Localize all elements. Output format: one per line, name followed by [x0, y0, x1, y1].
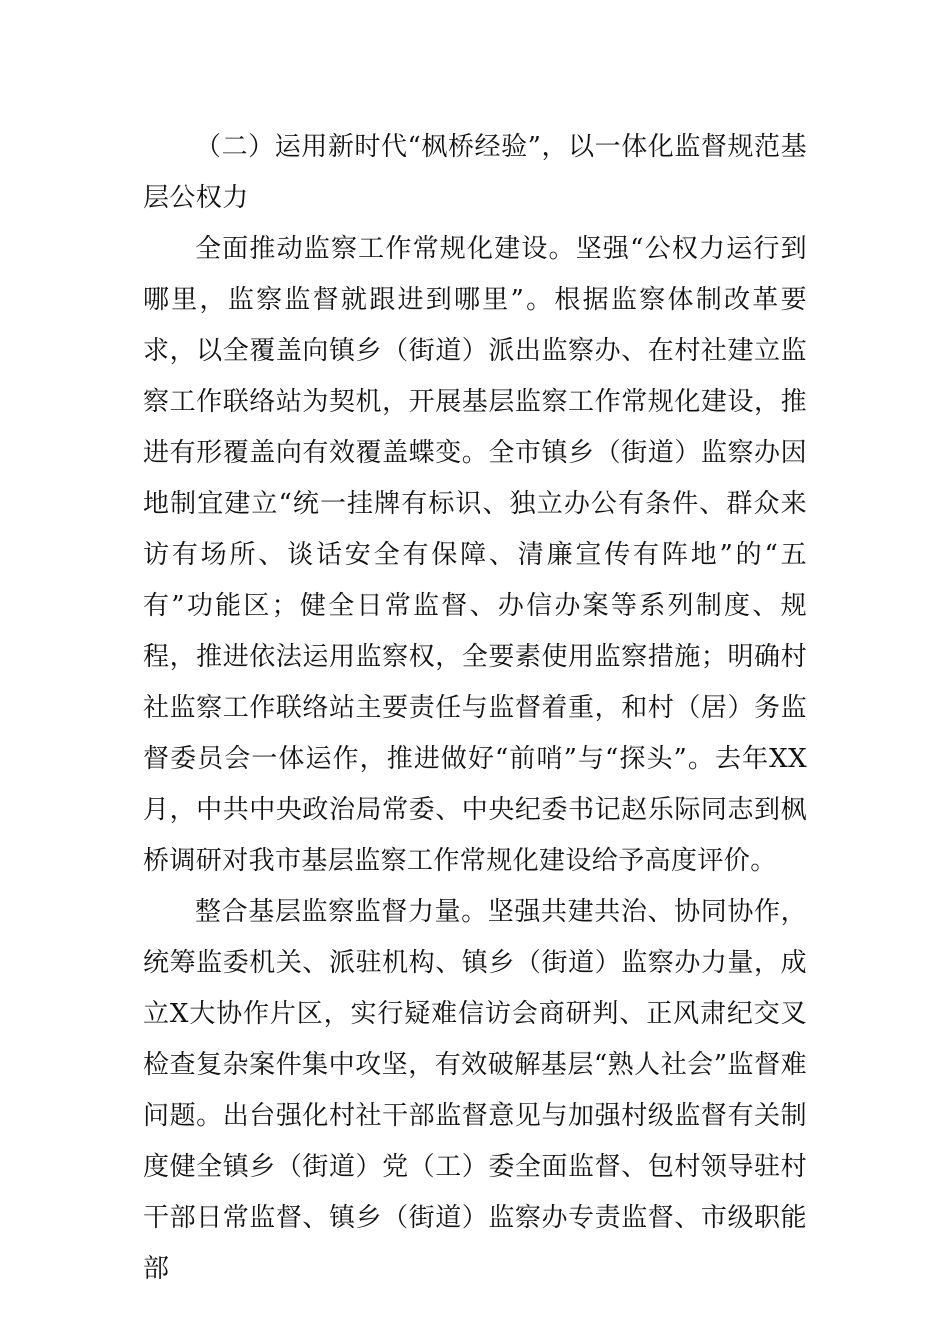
- section-heading: （二）运用新时代“枫桥经验”，以一体化监督规范基层公权力: [143, 132, 807, 213]
- paragraph-2: 整合基层监察监督力量。坚强共建共治、协同协作，统筹监委机关、派驻机构、镇乡（街道）监察办力量，成立X大协作片区，实行疑难信访会商研判、正风肃纪交叉检查复杂案件集中攻坚，有效破解基层“熟人社会”监督难问题。出台强化村社干部监督意见与加强村级监督有关制度健全镇乡（街道）党（工）委全面监督、包村领导驻村干部日常监督、镇乡（街道）监察办专责监督、市级职能部: [143, 897, 807, 1284]
- document-body: [143, 122, 807, 1295]
- paragraph-1: 全面推动监察工作常规化建设。坚强“公权力运行到哪里，监察监督就跟进到哪里”。根据监察体制改革要求，以全覆盖向镇乡（街道）派出监察办、在村社建立监察工作联络站为契机，开展基层监察工作常规化建设，推进有形覆盖向有效覆盖蝶变。全市镇乡（街道）监察办因地制宜建立“统一挂牌有标识、独立办公有条件、群众来访有场所、谈话安全有保障、清廉宣传有阵地”的“五有”功能区；健全日常监督、办信办案等系列制度、规程，推进依法运用监察权，全要素使用监察措施；明确村社监察工作联络站主要责任与监督着重，和村（居）务监督委员会一体运作，推进做好“前哨”与“探头”。去年XX月，中共中央政治局常委、中央纪委书记赵乐际同志到枫桥调研对我市基层监察工作常规化建设给予高度评价。: [143, 234, 807, 876]
